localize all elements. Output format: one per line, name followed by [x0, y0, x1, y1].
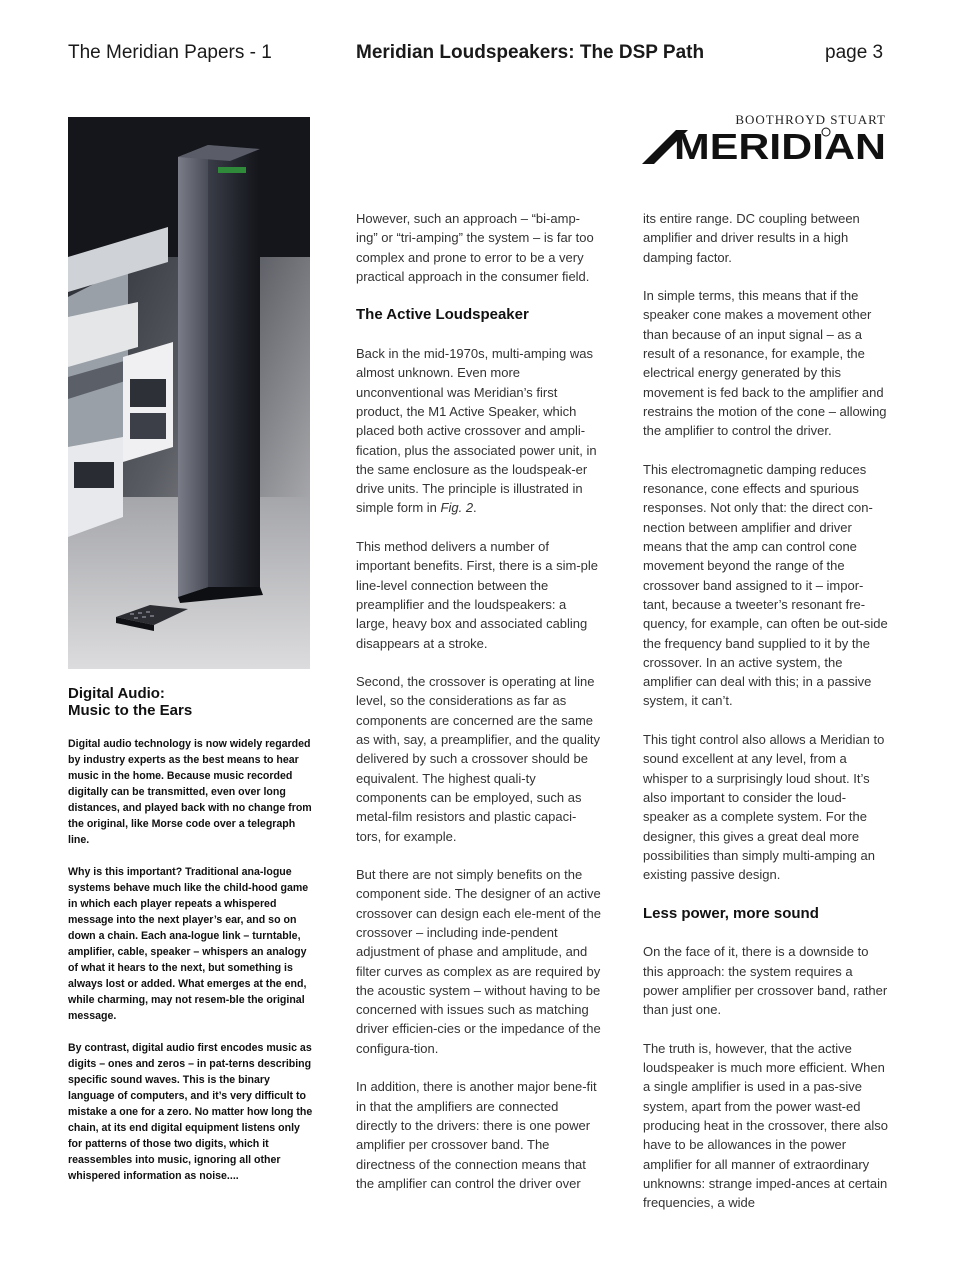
middle-paragraph-3: This method delivers a number of important benefits. First, there is a sim-ple line-level connection between the preamplifier and the loudspeakers: a large, heavy box and associated cabling disappears at a stroke.	[356, 539, 599, 651]
sidebar-paragraph-2: Why is this important? Traditional ana-logue systems behave much like the child-hood game in which each player repeats a whispered message into the next player’s ear, and so on down a chain. Each ana-logue link – turntable, amplifier, cable, speaker – whispers an analogy of what it hears to the next, but something is always lost or added. What emerges at the end, while charming, may not resem-ble the original message.	[68, 866, 309, 1022]
logo-top-text: BOOTHROYD STUART	[735, 112, 886, 127]
right-paragraph-6: The truth is, however, that the active loudspeaker is much more efficient. When a single amplifier is used in a pas-sive system, apart from the power wast-ed producing heat in the crossover, there also have to be allowances in the power amplifier for all manner of extraordinary unknowns: strange imped-ances at certain frequencies, a wide	[643, 1040, 888, 1211]
middle-column	[356, 209, 601, 1212]
middle-paragraph-2-text: Back in the mid-1970s, multi-amping was almost unknown. Even more unconventional was Meridian’s first product, the M1 Active Speaker, which placed both active crossover and ampli-fication, plus the associated power unit, in the same enclosure as the loudspeak-er drive units. The principle is illustrated in simple form in	[356, 346, 597, 516]
right-paragraph-3: This electromagnetic damping reduces resonance, cone effects and spurious responses. Not only that: the direct con-nection between amplifier and driver means that the amp can control cone movement beyond the range of the crossover band assigned to it – impor-tant, because a tweeter’s resonant fre-quency, for example, can often be out-side the frequency band supplied to it by the crossover. In an active system, the amplifier can deal with this; in a passive system, it can’t.	[643, 461, 888, 709]
header-page-number: page 3	[825, 42, 884, 63]
right-column	[643, 209, 888, 1232]
right-paragraph-5: On the face of it, there is a downside to this approach: the system requires a power amplifier per crossover band, rather than just one.	[643, 944, 888, 1018]
sidebar-body	[68, 736, 313, 1200]
middle-paragraph-4: Second, the crossover is operating at line level, so the considerations as far as components are concerned are the same as with, say, a preamplifier, and the quality delivered by such a crossover should be equivalent. The highest quali-ty components can be employed, such as metal-film resistors and plastic capaci-tors, for example.	[356, 674, 600, 844]
sidebar-title	[68, 685, 313, 719]
middle-paragraph-1: However, such an approach – “bi-amp-ing” or “tri-amping” the system – is far too complex and prone to error to be a very practical approach in the consumer field.	[356, 211, 594, 284]
right-paragraph-2: In simple terms, this means that if the speaker cone makes a movement other than because of an input signal – as a result of a resonance, for example, the electrical energy generated by this movement is fed back to the amplifier and restrains the motion of the cone – allowing the amplifier to control the driver.	[643, 288, 887, 439]
middle-paragraph-6: In addition, there is another major bene-fit in that the amplifiers are connected directly to the drivers: there is one power amplifier per crossover band. The directness of the connection means that the amplifier can control the driver over	[356, 1079, 597, 1191]
header-series-title: The Meridian Papers - 1	[68, 42, 272, 63]
logo-main-text: MERIDIAN	[674, 126, 886, 167]
meridian-logo	[640, 112, 890, 172]
figure-reference: Fig. 2	[440, 500, 474, 516]
sidebar-title-line-2: Music to the Ears	[68, 702, 193, 719]
middle-paragraph-5: But there are not simply benefits on the component side. The designer of an active crossover can design each ele-ment of the crossover – including inde-pendent adjustment of phase and amplitude, and filter curves as complex as are required by the acoustic system – without having to be concerned with issues such as matching driver efficien-cies or the impedance of the configura-tion.	[356, 867, 601, 1056]
sidebar-title-line-1: Digital Audio:	[68, 685, 165, 702]
heading-less-power: Less power, more sound	[643, 904, 819, 922]
sidebar-paragraph-3: By contrast, digital audio first encodes music as digits – ones and zeros – in pat-terns describing specific sound waves. This is the binary language of computers, and it’s very difficult to mistake a one for a zero. No matter how long the chain, at its end digital equipment listens only for patterns of those two digits, which it reassembles into music, ignoring all other whispered information as noise....	[68, 1042, 313, 1182]
header-document-title: Meridian Loudspeakers: The DSP Path	[356, 42, 705, 63]
middle-paragraph-2	[356, 344, 601, 518]
heading-active-loudspeaker: The Active Loudspeaker	[356, 306, 529, 324]
loudspeaker-photo	[68, 117, 310, 669]
right-paragraph-4: This tight control also allows a Meridian to sound excellent at any level, from a whisper to a surprisingly loud shout. It’s also important to consider the loud-speaker as a complete system. For the designer, this gives a great deal more possibilities than simply multi-amping an existing passive design.	[643, 732, 885, 883]
right-paragraph-1: its entire range. DC coupling between amplifier and driver results in a high damping factor.	[643, 211, 860, 265]
sidebar-paragraph-1: Digital audio technology is now widely regarded by industry experts as the best means to hear music in the home. Because music recorded digitally can be transmitted, even over long distances, and played back with no change from the original, like Morse code over a telegraph line.	[68, 738, 312, 846]
middle-paragraph-2-end: .	[473, 500, 477, 516]
